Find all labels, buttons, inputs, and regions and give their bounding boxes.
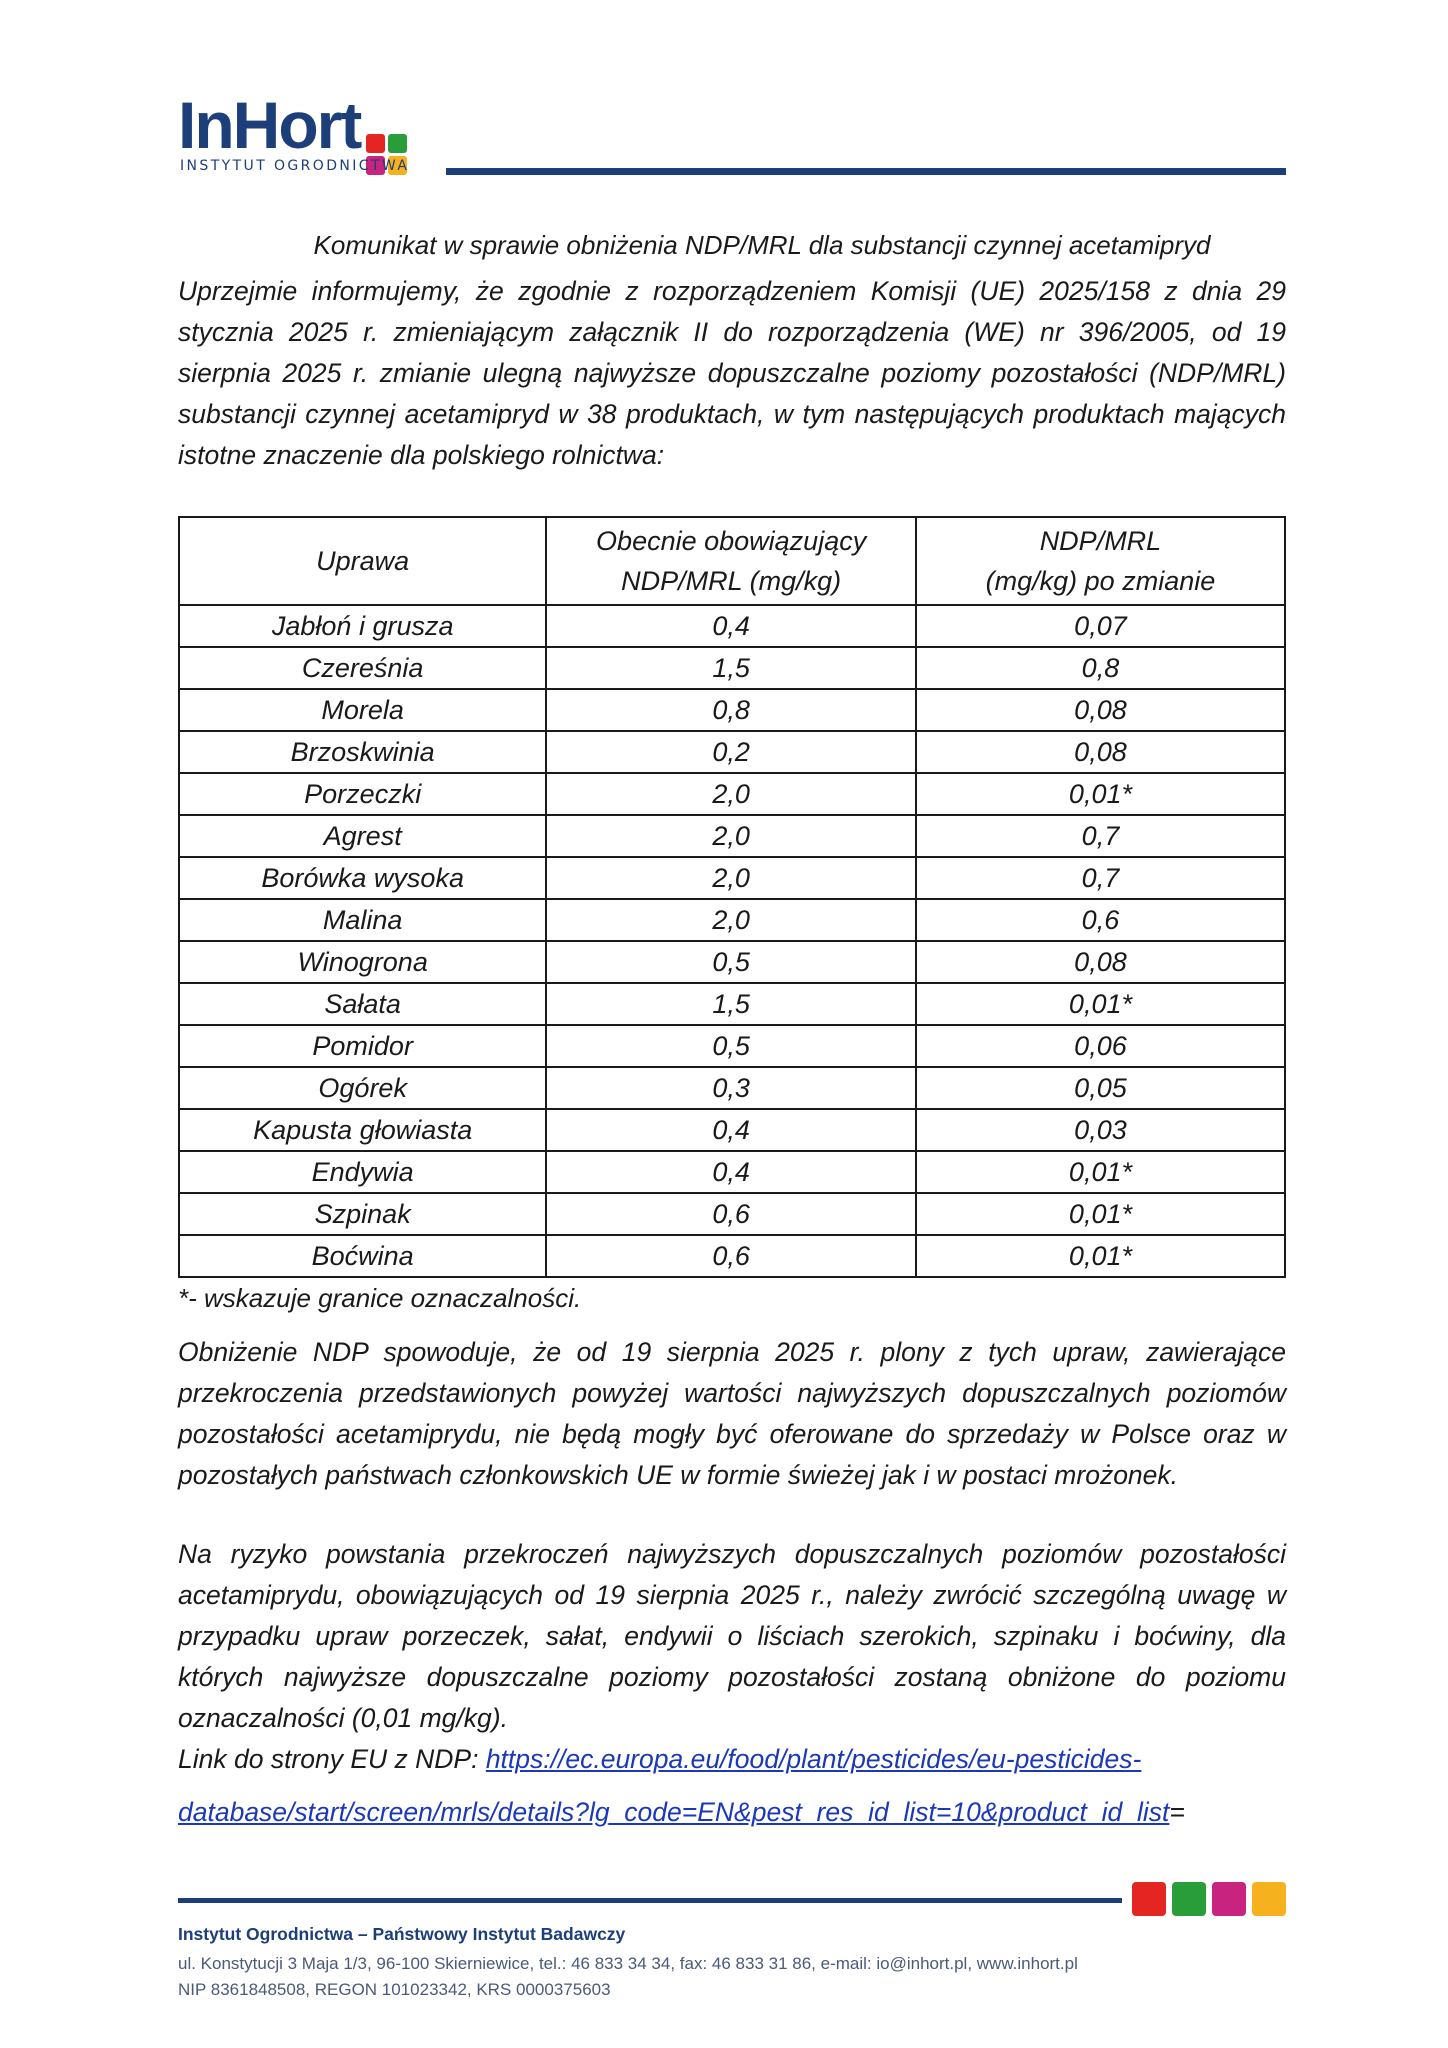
footnote: *- wskazuje granice oznaczalności. bbox=[178, 1283, 582, 1313]
cell-new: 0,05 bbox=[916, 1067, 1285, 1109]
cell-current: 0,4 bbox=[546, 1151, 916, 1193]
footer-square-red bbox=[1132, 1882, 1166, 1916]
header-current-line2: NDP/MRL (mg/kg) bbox=[621, 566, 842, 596]
cell-crop: Ogórek bbox=[179, 1067, 546, 1109]
cell-new: 0,08 bbox=[916, 941, 1285, 983]
footer-registration: NIP 8361848508, REGON 101023342, KRS 0000375603 bbox=[178, 1980, 611, 1999]
eu-ndp-link-part1[interactable]: https://ec.europa.eu/food/plant/pesticides/eu-pesticides- bbox=[485, 1744, 1142, 1774]
table-row bbox=[179, 1109, 1285, 1151]
cell-crop: Endywia bbox=[179, 1151, 546, 1193]
cell-new: 0,06 bbox=[916, 1025, 1285, 1067]
header-divider bbox=[446, 168, 1286, 175]
footer-organization: Instytut Ogrodnictwa – Państwowy Instytut Badawczy bbox=[178, 1924, 626, 1944]
cell-new: 0,07 bbox=[916, 605, 1285, 647]
table-row bbox=[179, 1151, 1285, 1193]
table-row bbox=[179, 899, 1285, 941]
footer-address: ul. Konstytucji 3 Maja 1/3, 96-100 Skierniewice, tel.: 46 833 34 34, fax: 46 833 31 86, e-mail: io@inhort.pl, www.inhort.pl bbox=[178, 1954, 1078, 1973]
header-crop-label: Uprawa bbox=[316, 546, 410, 576]
cell-crop: Agrest bbox=[179, 815, 546, 857]
cell-crop: Borówka wysoka bbox=[179, 857, 546, 899]
link-line bbox=[178, 1739, 1286, 1780]
inhort-logo bbox=[178, 88, 438, 186]
table-row bbox=[179, 1235, 1285, 1277]
cell-crop: Winogrona bbox=[179, 941, 546, 983]
letterhead bbox=[178, 88, 1286, 186]
table-body bbox=[179, 605, 1285, 1277]
table-row bbox=[179, 857, 1285, 899]
table-row bbox=[179, 1025, 1285, 1067]
cell-current: 0,2 bbox=[546, 731, 916, 773]
footer-square-yellow bbox=[1252, 1882, 1286, 1916]
table-row bbox=[179, 605, 1285, 647]
cell-current: 0,8 bbox=[546, 689, 916, 731]
cell-current: 0,4 bbox=[546, 605, 916, 647]
table-row bbox=[179, 1193, 1285, 1235]
cell-current: 0,4 bbox=[546, 1109, 916, 1151]
header-current-line1: Obecnie obowiązujący bbox=[596, 526, 867, 556]
cell-crop: Boćwina bbox=[179, 1235, 546, 1277]
cell-current: 2,0 bbox=[546, 857, 916, 899]
cell-new: 0,8 bbox=[916, 647, 1285, 689]
cell-crop: Sałata bbox=[179, 983, 546, 1025]
link-label: Link do strony EU z NDP: bbox=[178, 1744, 486, 1774]
table-header-row bbox=[179, 517, 1285, 605]
header-crop bbox=[179, 517, 546, 605]
document-body bbox=[178, 225, 1286, 1860]
document-title: Komunikat w sprawie obniżenia NDP/MRL dla substancji czynnej acetamipryd bbox=[313, 230, 1211, 260]
cell-current: 2,0 bbox=[546, 899, 916, 941]
table-row bbox=[179, 983, 1285, 1025]
cell-crop: Jabłoń i grusza bbox=[179, 605, 546, 647]
footer-square-green bbox=[1172, 1882, 1206, 1916]
cell-current: 0,3 bbox=[546, 1067, 916, 1109]
cell-new: 0,6 bbox=[916, 899, 1285, 941]
cell-crop: Morela bbox=[179, 689, 546, 731]
cell-new: 0,08 bbox=[916, 689, 1285, 731]
consequence-paragraph: Obniżenie NDP spowoduje, że od 19 sierpnia 2025 r. plony z tych upraw, zawierające przekroczenia przedstawionych powyżej wartości najwyższych dopuszczalnych poziomów pozostałości acetamiprydu, nie będą mogły być oferowane do sprzedaży w Polsce oraz w pozostałych państwach członkowskich UE w formie świeżej jak i w postaci mrożonek. bbox=[178, 1337, 1286, 1490]
page-footer bbox=[178, 1882, 1286, 2022]
header-new bbox=[916, 517, 1285, 605]
cell-crop: Porzeczki bbox=[179, 773, 546, 815]
cell-crop: Malina bbox=[179, 899, 546, 941]
link-line-2 bbox=[178, 1792, 1286, 1833]
cell-new: 0,01* bbox=[916, 1235, 1285, 1277]
logo-square-red bbox=[366, 134, 385, 153]
footer-squares-icon bbox=[1132, 1882, 1286, 1916]
table-row bbox=[179, 731, 1285, 773]
mrl-table bbox=[178, 516, 1286, 1278]
header-current bbox=[546, 517, 916, 605]
cell-new: 0,7 bbox=[916, 815, 1285, 857]
logo-wordmark: InHort bbox=[178, 88, 361, 162]
cell-current: 1,5 bbox=[546, 647, 916, 689]
cell-current: 0,6 bbox=[546, 1235, 916, 1277]
table-row bbox=[179, 647, 1285, 689]
cell-new: 0,7 bbox=[916, 857, 1285, 899]
risk-paragraph: Na ryzyko powstania przekroczeń najwyższych dopuszczalnych poziomów pozostałości acetamiprydu, obowiązujących od 19 sierpnia 2025 r., należy zwrócić szczególną uwagę w przypadku upraw porzeczek, sałat, endywii o liściach szerokich, szpinaku i boćwiny, dla których najwyższe dopuszczalne poziomy pozostałości zostaną obniżone do poziomu oznaczalności (0,01 mg/kg). bbox=[178, 1539, 1286, 1733]
logo-square-green bbox=[388, 134, 407, 153]
table-row bbox=[179, 773, 1285, 815]
table-row bbox=[179, 815, 1285, 857]
cell-current: 1,5 bbox=[546, 983, 916, 1025]
logo-subtitle: INSTYTUT OGRODNICTWA bbox=[180, 158, 410, 174]
cell-crop: Pomidor bbox=[179, 1025, 546, 1067]
cell-crop: Szpinak bbox=[179, 1193, 546, 1235]
footer-square-magenta bbox=[1212, 1882, 1246, 1916]
table-row bbox=[179, 1067, 1285, 1109]
cell-crop: Czereśnia bbox=[179, 647, 546, 689]
cell-new: 0,01* bbox=[916, 983, 1285, 1025]
link-suffix: = bbox=[1169, 1797, 1185, 1827]
cell-current: 2,0 bbox=[546, 815, 916, 857]
cell-current: 0,5 bbox=[546, 941, 916, 983]
cell-new: 0,08 bbox=[916, 731, 1285, 773]
cell-crop: Brzoskwinia bbox=[179, 731, 546, 773]
cell-new: 0,01* bbox=[916, 773, 1285, 815]
cell-new: 0,01* bbox=[916, 1193, 1285, 1235]
table-row bbox=[179, 689, 1285, 731]
cell-crop: Kapusta głowiasta bbox=[179, 1109, 546, 1151]
header-new-line2: (mg/kg) po zmianie bbox=[985, 566, 1216, 596]
cell-new: 0,01* bbox=[916, 1151, 1285, 1193]
cell-current: 0,5 bbox=[546, 1025, 916, 1067]
table-row bbox=[179, 941, 1285, 983]
intro-paragraph: Uprzejmie informujemy, że zgodnie z rozporządzeniem Komisji (UE) 2025/158 z dnia 29 stycznia 2025 r. zmieniającym załącznik II do rozporządzenia (WE) nr 396/2005, od 19 sierpnia 2025 r. zmianie ulegną najwyższe dopuszczalne poziomy pozostałości (NDP/MRL) substancji czynnej acetamipryd w 38 produktach, w tym następujących produktach mających istotne znaczenie dla polskiego rolnictwa: bbox=[178, 276, 1286, 470]
cell-current: 2,0 bbox=[546, 773, 916, 815]
eu-ndp-link-part2[interactable]: database/start/screen/mrls/details?lg_code=EN&pest_res_id_list=10&product_id_list bbox=[178, 1797, 1170, 1827]
footer-divider bbox=[178, 1898, 1122, 1903]
cell-new: 0,03 bbox=[916, 1109, 1285, 1151]
header-new-line1: NDP/MRL bbox=[1039, 526, 1162, 556]
cell-current: 0,6 bbox=[546, 1193, 916, 1235]
